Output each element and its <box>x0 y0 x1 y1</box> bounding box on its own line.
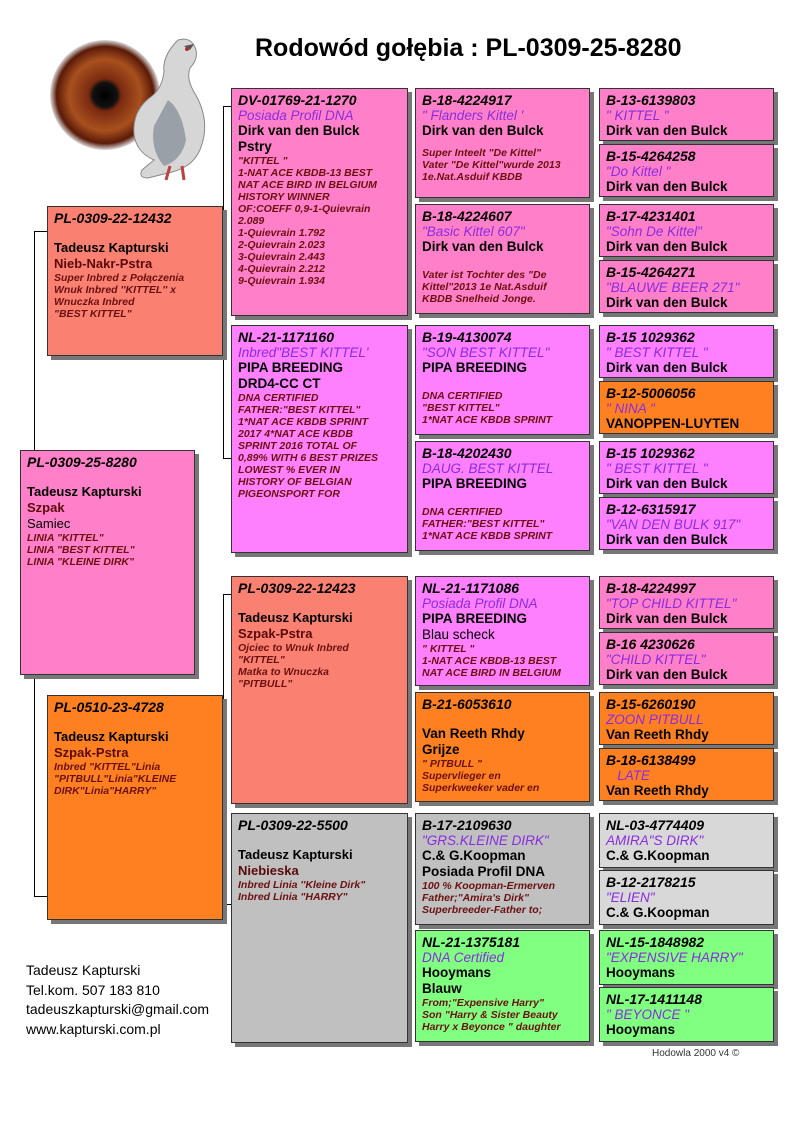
pedigree-box-g5[interactable]: B-15 1029362 " BEST KITTEL " Dirk van den Bulck <box>599 441 774 494</box>
pedigree-box-ff[interactable]: DV-01769-21-1270 Posiada Profil DNA Dirk van den Bulck Pstry "KITTEL " 1-NAT ACE KBDB-13 BEST NAT ACE BIRD IN BELGIUM HISTORY WINNER OF:COEFF 0,9-1-Quievrain 2.089 1-Quievrain 1.792 2-Quievrain 2.023 3-Quievrain 2.443 4-Quievrain 2.212 9-Quievrain 1.934 <box>231 88 408 316</box>
connector-line <box>34 231 35 456</box>
footer-name: Tadeusz Kapturski <box>26 962 141 978</box>
connector-line <box>223 594 231 595</box>
footer-website[interactable]: www.kapturski.com.pl <box>26 1020 161 1037</box>
pedigree-box-mfm[interactable]: B-21-6053610 Van Reeth Rhdy Grijze " PITBULL " Supervlieger en Superkweeker vader en <box>415 692 590 802</box>
pedigree-box-g5[interactable]: B-12-6315917 "VAN DEN BULK 917" Dirk van den Bulck <box>599 497 774 550</box>
footer-phone: Tel.kom. 507 183 810 <box>26 981 160 998</box>
connector-line <box>34 678 35 896</box>
pedigree-box-g5[interactable]: B-17-4231401 "Sohn De Kittel" Dirk van den Bulck <box>599 204 774 257</box>
pedigree-box-g5[interactable]: B-13-6139803 " KITTEL " Dirk van den Bulck <box>599 88 774 141</box>
pedigree-box-ffm[interactable]: B-18-4224607 "Basic Kittel 607" Dirk van den Bulck Vater ist Tochter des "De Kittel"2013 1e Nat.Asduif KBDB Snelheid Jonge. <box>415 204 590 314</box>
pedigree-box-g5[interactable]: B-15 1029362 " BEST KITTEL " Dirk van den Bulck <box>599 325 774 378</box>
connector-line <box>34 231 48 232</box>
pedigree-box-mm[interactable]: PL-0309-22-5500 Tadeusz Kapturski Niebieska Inbred Linia ''Kleine Dirk" Inbred Linia "HARRY" <box>231 813 408 1043</box>
pedigree-box-g5[interactable]: B-18-6138499 LATE Van Reeth Rhdy <box>599 748 774 801</box>
pedigree-box-fff[interactable]: B-18-4224917 " Flanders Kittel ' Dirk van den Bulck Super Inteelt "De Kittel" Vater "De Kittel"wurde 2013 1e.Nat.Asduif KBDB <box>415 88 590 198</box>
pedigree-box-g5[interactable]: NL-03-4774409 AMIRA"S DIRK" C.& G.Koopman <box>599 813 774 868</box>
pedigree-box-father[interactable]: PL-0309-22-12432 Tadeusz Kapturski Nieb-Nakr-Pstra Super Inbred z Połączenia Wnuk Inbred ''KITTEL'' x Wnuczka Inbred "BEST KITTEL" <box>47 206 223 356</box>
pedigree-box-g5[interactable]: NL-17-1411148 " BEYONCE " Hooymans <box>599 987 774 1042</box>
connector-line <box>223 106 231 107</box>
pedigree-box-fmf[interactable]: B-19-4130074 "SON BEST KITTEL" PIPA BREEDING DNA CERTIFIED "BEST KITTEL" 1*NAT ACE KBDB SPRINT <box>415 325 590 435</box>
pedigree-box-g5[interactable]: B-16 4230626 "CHILD KITTEL" Dirk van den Bulck <box>599 632 774 685</box>
pigeon-eye-image <box>50 30 220 190</box>
pedigree-box-g5[interactable]: B-12-5006056 " NINA " VANOPPEN-LUYTEN <box>599 381 774 434</box>
pedigree-box-g5[interactable]: NL-15-1848982 "EXPENSIVE HARRY" Hooymans <box>599 930 774 985</box>
version-label: Hodowla 2000 v4 © <box>652 1048 740 1059</box>
pedigree-box-g5[interactable]: B-15-4264258 "Do Kittel " Dirk van den Bulck <box>599 144 774 197</box>
footer-email[interactable]: tadeuszkapturski@gmail.com <box>26 1001 210 1017</box>
pedigree-box-mother[interactable]: PL-0510-23-4728 Tadeusz Kapturski Szpak-Pstra Inbred "KITTEL"Linia "PITBULL"Linia"KLEINE DIRK"Linia"HARRY" <box>47 695 223 920</box>
pedigree-box-bird[interactable]: PL-0309-25-8280 Tadeusz Kapturski Szpak Samiec LINIA "KITTEL" LINIA "BEST KITTEL" LINIA "KLEINE DIRK" <box>20 450 195 675</box>
contact-footer <box>26 961 209 1039</box>
connector-line <box>223 106 224 458</box>
pedigree-box-fmm[interactable]: B-18-4202430 DAUG. BEST KITTEL PIPA BREEDING DNA CERTIFIED FATHER:"BEST KITTEL" 1*NAT ACE KBDB SPRINT <box>415 441 590 551</box>
pedigree-box-g5[interactable]: B-18-4224997 "TOP CHILD KITTEL" Dirk van den Bulck <box>599 576 774 629</box>
pedigree-box-mff[interactable]: NL-21-1171086 Posiada Profil DNA PIPA BREEDING Blau scheck " KITTEL " 1-NAT ACE KBDB-13 BEST NAT ACE BIRD IN BELGIUM <box>415 576 590 686</box>
connector-line <box>223 904 231 905</box>
connector-line <box>223 594 224 904</box>
connector-line <box>34 896 48 897</box>
pedigree-box-mmf[interactable]: B-17-2109630 "GRS.KLEINE DIRK" C.& G.Koopman Posiada Profil DNA 100 % Koopman-Ermerven Father;"Amira's Dirk" Superbreeder-Father to; <box>415 813 590 925</box>
pedigree-box-fm[interactable]: NL-21-1171160 Inbred"BEST KITTEL' PIPA BREEDING DRD4-CC CT DNA CERTIFIED FATHER:"BEST KITTEL" 1*NAT ACE KBDB SPRINT 2017 4*NAT ACE KBDB SPRINT 2016 TOTAL OF 0,89% WITH 6 BEST PRIZES LOWEST % EVER IN HISTORY OF BELGIAN PIGEONSPORT FOR <box>231 325 408 553</box>
pedigree-box-mmm[interactable]: NL-21-1375181 DNA Certified Hooymans Blauw From;"Expensive Harry" Son "Harry & Sister Beauty Harry x Beyonce " daughter <box>415 930 590 1042</box>
pedigree-box-mf[interactable]: PL-0309-22-12423 Tadeusz Kapturski Szpak-Pstra Ojciec to Wnuk Inbred "KITTEL" Matka to Wnuczka "PITBULL" <box>231 576 408 804</box>
pedigree-box-g5[interactable]: B-12-2178215 "ELIEN" C.& G.Koopman <box>599 870 774 925</box>
pedigree-box-g5[interactable]: B-15-6260190 ZOON PITBULL Van Reeth Rhdy <box>599 692 774 745</box>
pedigree-box-g5[interactable]: B-15-4264271 "BLAUWE BEER 271" Dirk van den Bulck <box>599 260 774 313</box>
connector-line <box>223 458 231 459</box>
page-title: Rodowód gołębia : PL-0309-25-8280 <box>255 34 682 62</box>
